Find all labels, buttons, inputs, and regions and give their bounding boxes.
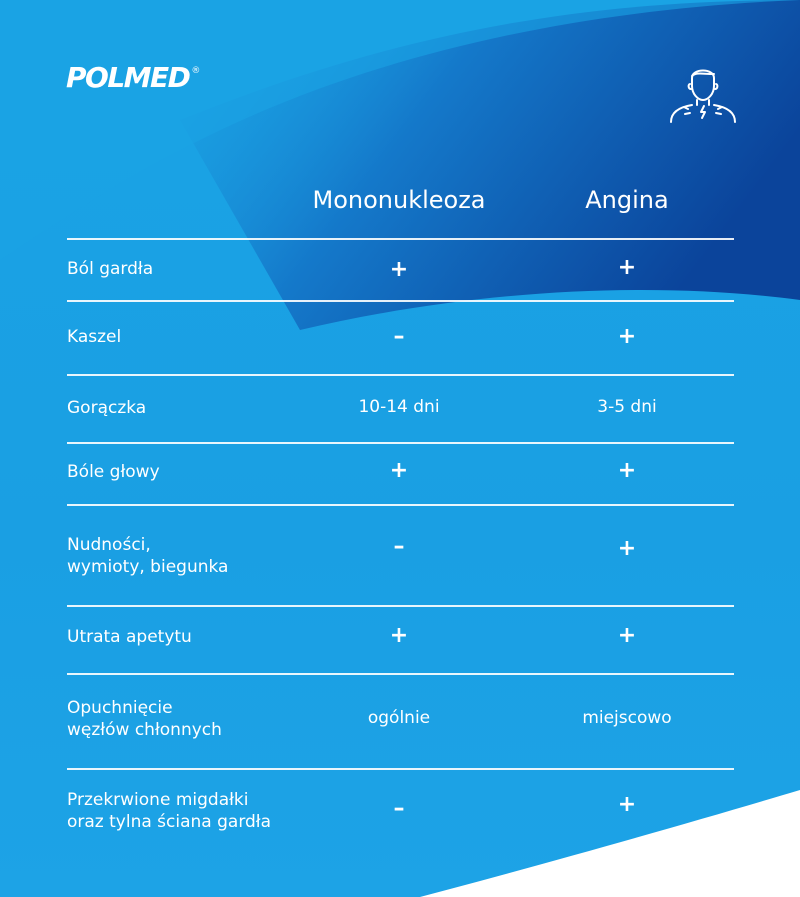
divider <box>67 605 734 607</box>
symptom-label: Nudności, wymioty, biegunka <box>67 535 229 577</box>
mononukleoza-value: + <box>389 257 409 282</box>
column-header-mononukleoza: Mononukleoza <box>312 186 486 214</box>
divider <box>67 442 734 444</box>
mononukleoza-value: + <box>389 623 409 648</box>
angina-value: + <box>617 324 637 349</box>
symptom-label: Kaszel <box>67 327 122 347</box>
polmed-logo <box>66 61 201 94</box>
mononukleoza-value: + <box>389 458 409 483</box>
angina-value: + <box>617 792 637 817</box>
angina-value: + <box>617 536 637 561</box>
column-header-angina: Angina <box>585 186 669 214</box>
symptom-label: Przekrwione migdałki oraz tylna ściana gardła <box>67 790 272 832</box>
mononukleoza-value: – <box>393 534 405 559</box>
divider <box>67 300 734 302</box>
logo-text: POLMED <box>66 61 190 94</box>
symptom-label: Gorączka <box>67 398 147 418</box>
divider <box>67 374 734 376</box>
mononukleoza-value: ogólnie <box>367 708 431 728</box>
symptom-label: Bóle głowy <box>67 462 160 482</box>
angina-value: miejscowo <box>582 708 672 728</box>
symptom-label: Utrata apetytu <box>67 627 192 647</box>
divider <box>67 768 734 770</box>
angina-value: + <box>617 458 637 483</box>
sore-throat-person-icon <box>668 62 738 124</box>
angina-value: + <box>617 623 637 648</box>
symptom-label: Opuchnięcie węzłów chłonnych <box>67 698 222 740</box>
mononukleoza-value: – <box>393 796 405 821</box>
symptom-label: Ból gardła <box>67 259 154 279</box>
mononukleoza-value: – <box>393 324 405 349</box>
registered-mark: ® <box>191 65 201 76</box>
divider <box>67 504 734 506</box>
angina-value: + <box>617 255 637 280</box>
divider <box>67 673 734 675</box>
angina-value: 3-5 dni <box>597 397 657 417</box>
mononukleoza-value: 10-14 dni <box>358 397 440 417</box>
divider <box>67 238 734 240</box>
